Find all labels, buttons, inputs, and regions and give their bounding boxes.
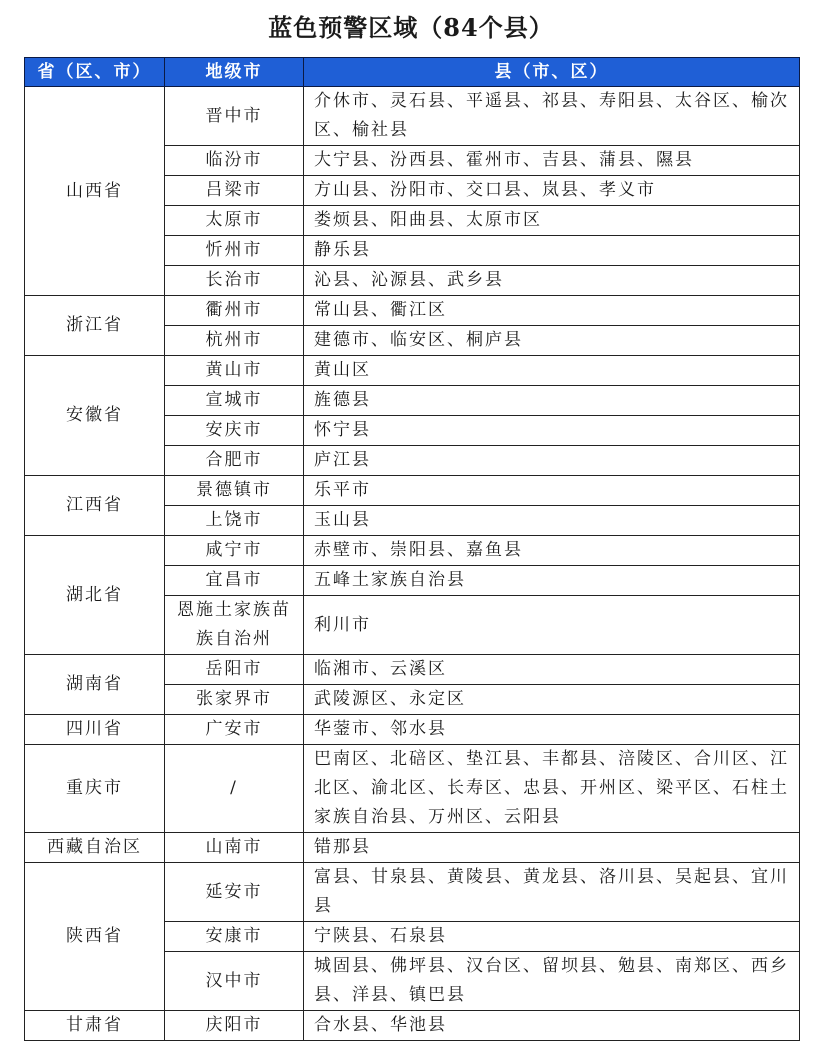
- city-cell: 景德镇市: [165, 476, 304, 506]
- table-row: [25, 476, 800, 506]
- city-cell: 衢州市: [165, 296, 304, 326]
- city-cell: /: [165, 745, 304, 833]
- county-cell: 宁陕县、石泉县: [304, 922, 800, 952]
- city-cell: 上饶市: [165, 506, 304, 536]
- province-cell: 江西省: [25, 476, 165, 536]
- county-cell: 常山县、衢江区: [304, 296, 800, 326]
- county-cell: 建德市、临安区、桐庐县: [304, 326, 800, 356]
- table-body: [25, 87, 800, 1041]
- county-cell: 旌德县: [304, 386, 800, 416]
- table-row: [25, 356, 800, 386]
- city-cell: 吕梁市: [165, 176, 304, 206]
- province-cell: 四川省: [25, 715, 165, 745]
- county-cell: 巴南区、北碚区、垫江县、丰都县、涪陵区、合川区、江北区、渝北区、长寿区、忠县、开州区、梁平区、石柱土家族自治县、万州区、云阳县: [304, 745, 800, 833]
- city-cell: 宜昌市: [165, 566, 304, 596]
- city-cell: 广安市: [165, 715, 304, 745]
- table-row: [25, 536, 800, 566]
- table-row: [25, 715, 800, 745]
- table-header: [25, 58, 800, 87]
- county-cell: 赤壁市、崇阳县、嘉鱼县: [304, 536, 800, 566]
- province-cell: 陕西省: [25, 863, 165, 1011]
- county-cell: 娄烦县、阳曲县、太原市区: [304, 206, 800, 236]
- table-row: [25, 87, 800, 146]
- province-cell: 甘肃省: [25, 1011, 165, 1041]
- header-province: 省（区、市）: [25, 58, 165, 87]
- table-row: [25, 745, 800, 833]
- province-cell: 西藏自治区: [25, 833, 165, 863]
- city-cell: 安庆市: [165, 416, 304, 446]
- county-cell: 合水县、华池县: [304, 1011, 800, 1041]
- city-cell: 安康市: [165, 922, 304, 952]
- city-cell: 忻州市: [165, 236, 304, 266]
- county-cell: 怀宁县: [304, 416, 800, 446]
- county-cell: 错那县: [304, 833, 800, 863]
- city-cell: 岳阳市: [165, 655, 304, 685]
- province-cell: 重庆市: [25, 745, 165, 833]
- county-cell: 大宁县、汾西县、霍州市、吉县、蒲县、隰县: [304, 146, 800, 176]
- city-cell: 张家界市: [165, 685, 304, 715]
- county-cell: 静乐县: [304, 236, 800, 266]
- city-cell: 咸宁市: [165, 536, 304, 566]
- province-cell: 安徽省: [25, 356, 165, 476]
- city-cell: 延安市: [165, 863, 304, 922]
- city-cell: 宣城市: [165, 386, 304, 416]
- header-county: 县（市、区）: [304, 58, 800, 87]
- city-cell: 杭州市: [165, 326, 304, 356]
- header-city: 地级市: [165, 58, 304, 87]
- county-cell: 华蓥市、邻水县: [304, 715, 800, 745]
- province-cell: 山西省: [25, 87, 165, 296]
- county-cell: 玉山县: [304, 506, 800, 536]
- province-cell: 湖南省: [25, 655, 165, 715]
- table-row: [25, 833, 800, 863]
- table-row: [25, 655, 800, 685]
- city-cell: 恩施土家族苗族自治州: [165, 596, 304, 655]
- county-cell: 利川市: [304, 596, 800, 655]
- county-cell: 黄山区: [304, 356, 800, 386]
- county-cell: 沁县、沁源县、武乡县: [304, 266, 800, 296]
- city-cell: 长治市: [165, 266, 304, 296]
- table-row: [25, 296, 800, 326]
- city-cell: 山南市: [165, 833, 304, 863]
- county-cell: 城固县、佛坪县、汉台区、留坝县、勉县、南郑区、西乡县、洋县、镇巴县: [304, 952, 800, 1011]
- province-cell: 浙江省: [25, 296, 165, 356]
- city-cell: 晋中市: [165, 87, 304, 146]
- city-cell: 黄山市: [165, 356, 304, 386]
- county-cell: 武陵源区、永定区: [304, 685, 800, 715]
- county-cell: 临湘市、云溪区: [304, 655, 800, 685]
- county-cell: 富县、甘泉县、黄陵县、黄龙县、洛川县、吴起县、宜川县: [304, 863, 800, 922]
- city-cell: 庆阳市: [165, 1011, 304, 1041]
- province-cell: 湖北省: [25, 536, 165, 655]
- table-row: [25, 863, 800, 922]
- warning-region-table: [24, 57, 800, 1041]
- city-cell: 合肥市: [165, 446, 304, 476]
- table-row: [25, 1011, 800, 1041]
- city-cell: 太原市: [165, 206, 304, 236]
- county-cell: 介休市、灵石县、平遥县、祁县、寿阳县、太谷区、榆次区、榆社县: [304, 87, 800, 146]
- city-cell: 临汾市: [165, 146, 304, 176]
- county-cell: 方山县、汾阳市、交口县、岚县、孝义市: [304, 176, 800, 206]
- county-cell: 五峰土家族自治县: [304, 566, 800, 596]
- city-cell: 汉中市: [165, 952, 304, 1011]
- county-cell: 庐江县: [304, 446, 800, 476]
- page-title: 蓝色预警区域（84个县）: [268, 13, 554, 42]
- county-cell: 乐平市: [304, 476, 800, 506]
